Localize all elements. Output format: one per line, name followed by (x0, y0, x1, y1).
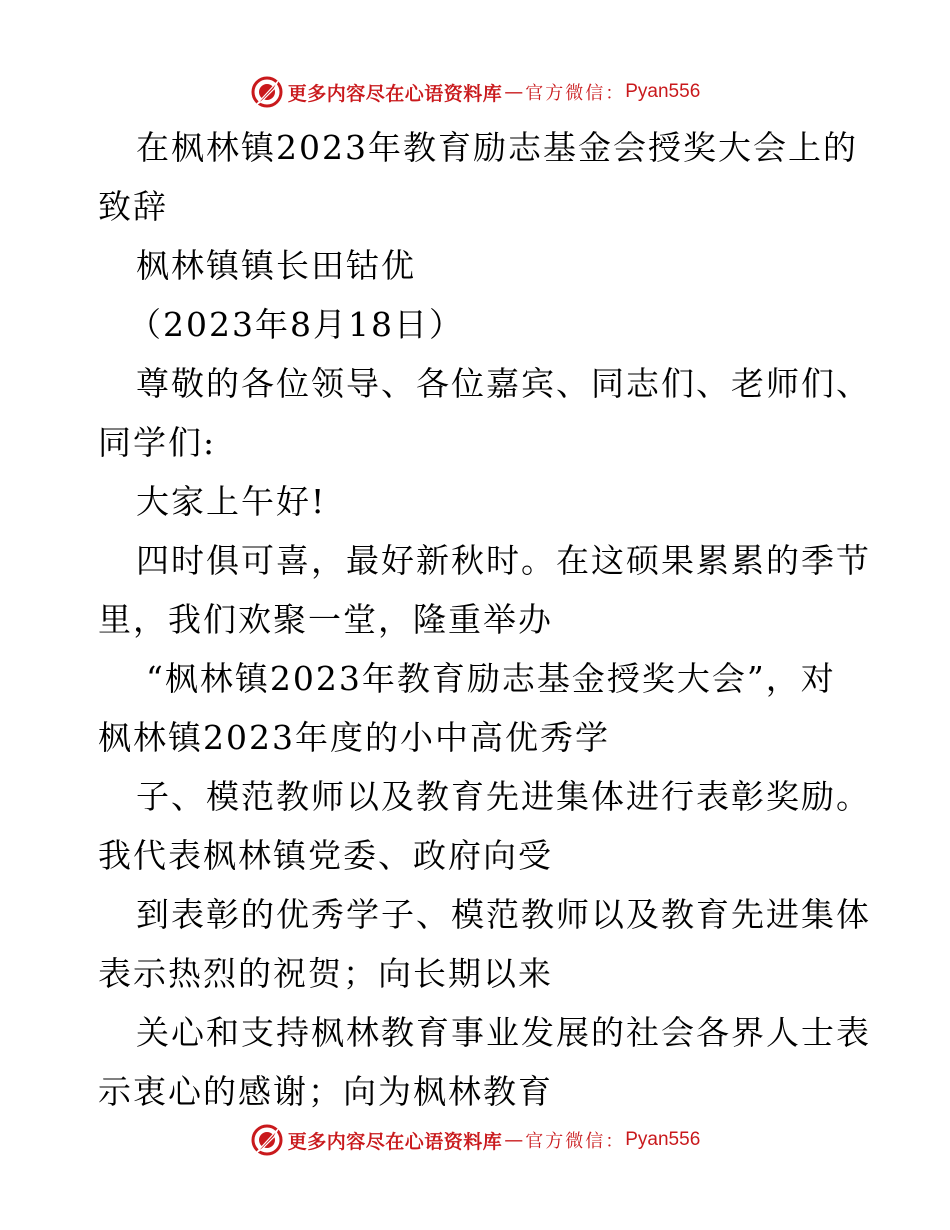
doc-line: 子、模范教师以及教育先进集体进行表彰奖励。 (136, 777, 871, 816)
banner-wechat-id: Pyan556 (625, 1129, 701, 1150)
doc-date: （2023年8月18日） (128, 305, 464, 344)
quill-pen-circle-icon (250, 1123, 284, 1157)
doc-line: 里，我们欢聚一堂，隆重举办 (98, 600, 553, 639)
quill-pen-circle-icon (250, 75, 284, 109)
banner-official-label: 官方微信： (525, 1131, 626, 1152)
doc-line: 同学们: (98, 423, 217, 462)
doc-title-line-1: 在枫林镇2023年教育励志基金会授奖大会上的 (136, 128, 858, 167)
document-body (98, 118, 871, 1121)
footer-banner[interactable] (0, 1120, 950, 1160)
doc-line: 枫林镇2023年度的小中高优秀学 (98, 718, 610, 757)
doc-title-line-2: 致辞 (98, 187, 168, 226)
doc-line: 尊敬的各位领导、各位嘉宾、同志们、老师们、 (136, 364, 871, 403)
doc-line: 示衷心的感谢；向为枫林教育 (98, 1072, 553, 1111)
doc-line: 表示热烈的祝贺；向长期以来 (98, 954, 553, 993)
banner-site-text: 更多内容尽在心语资料库 (287, 1130, 503, 1153)
banner-wechat-id: Pyan556 (625, 81, 701, 102)
doc-line: “枫林镇2023年教育励志基金授奖大会”，对 (146, 659, 836, 698)
doc-author: 枫林镇镇长田钴优 (136, 246, 416, 285)
banner-separator: — (504, 81, 524, 103)
banner-separator: — (504, 1129, 524, 1151)
doc-line: 大家上午好! (136, 482, 327, 521)
doc-line: 到表彰的优秀学子、模范教师以及教育先进集体 (136, 895, 871, 934)
doc-line: 我代表枫林镇党委、政府向受 (98, 836, 553, 875)
banner-site-text: 更多内容尽在心语资料库 (287, 82, 503, 105)
banner-official-label: 官方微信： (525, 83, 626, 104)
doc-line: 关心和支持枫林教育事业发展的社会各界人士表 (136, 1013, 871, 1052)
header-banner[interactable] (0, 72, 950, 112)
doc-line: 四时俱可喜，最好新秋时。在这硕果累累的季节 (136, 541, 871, 580)
